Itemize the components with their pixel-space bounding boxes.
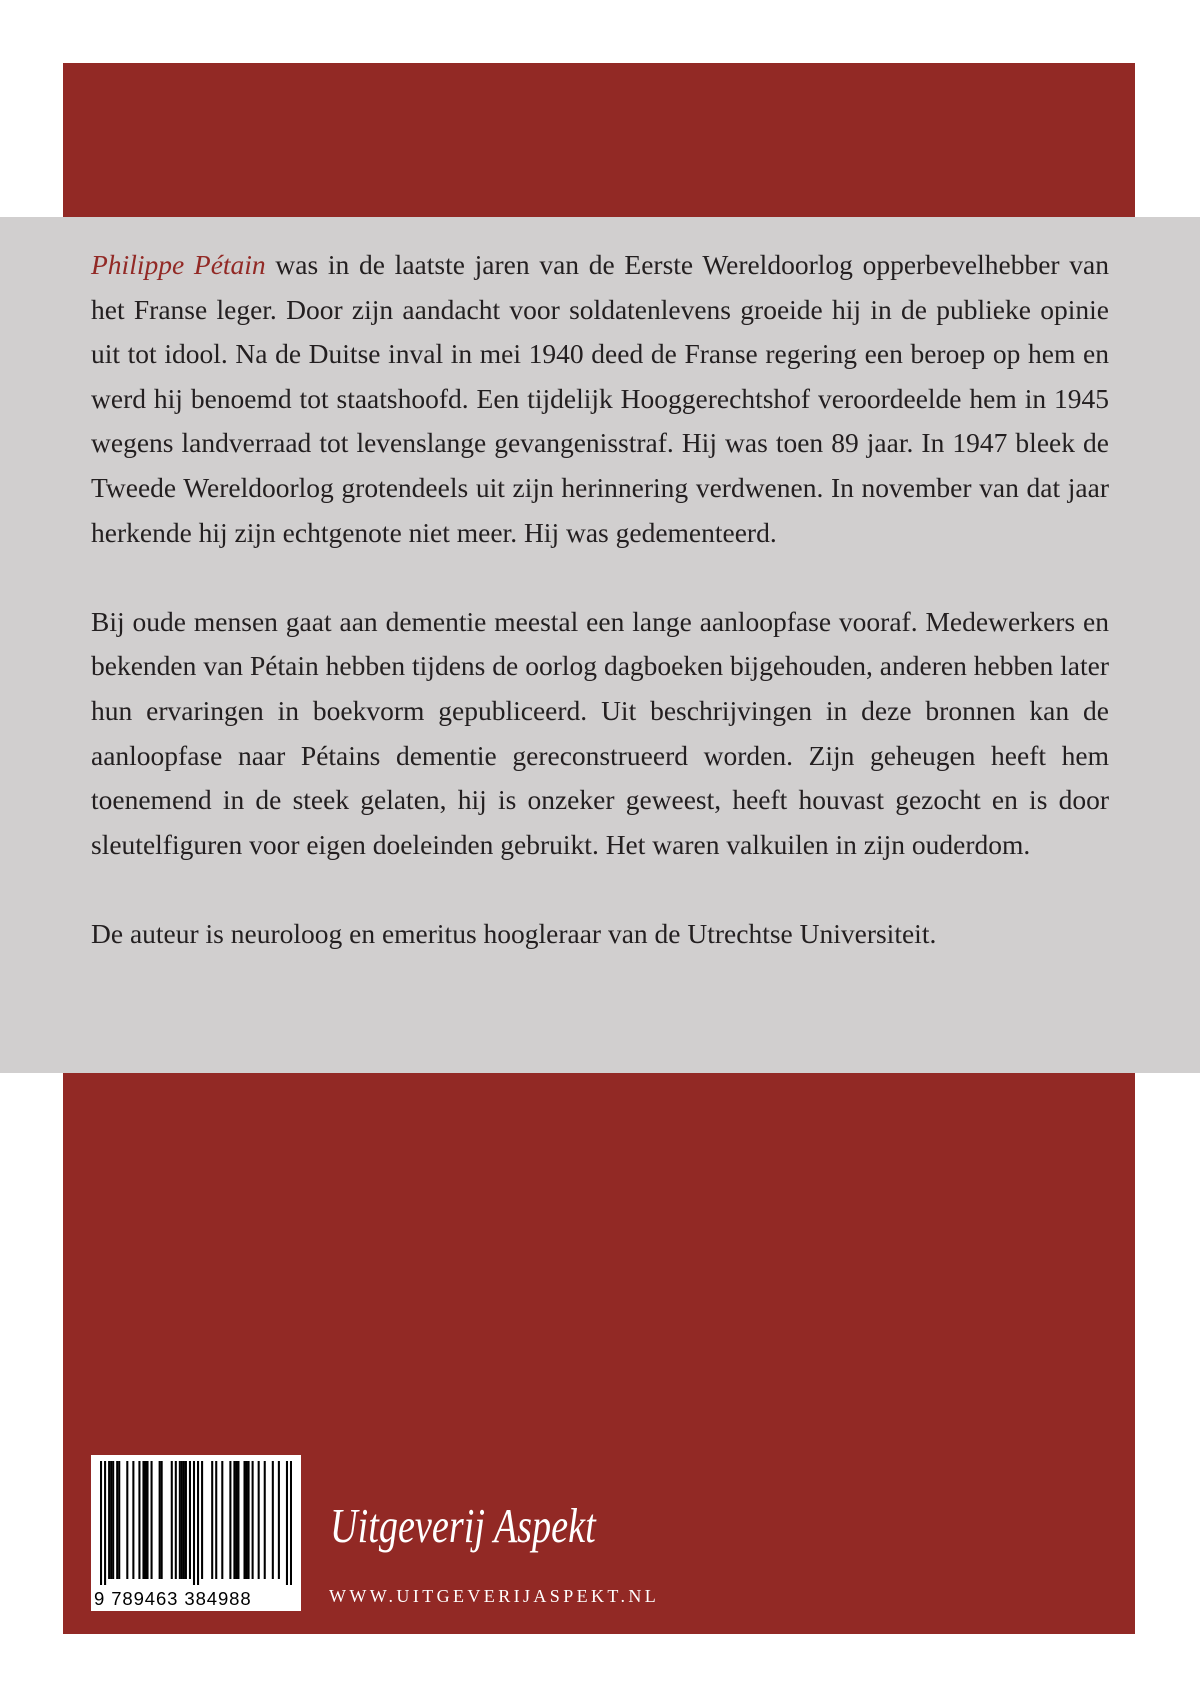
blurb-paragraph-1 bbox=[91, 243, 1109, 555]
barcode-bar bbox=[183, 1461, 185, 1579]
barcode-bar bbox=[146, 1461, 148, 1579]
barcode-bar bbox=[179, 1461, 181, 1579]
barcode-bar bbox=[132, 1461, 134, 1579]
barcode-bar bbox=[118, 1461, 120, 1579]
barcode-bar bbox=[193, 1461, 195, 1585]
barcode-bar bbox=[252, 1461, 254, 1579]
barcode-bar bbox=[108, 1461, 110, 1579]
barcode-bar bbox=[171, 1461, 173, 1579]
publisher-website: WWW.UITGEVERIJASPEKT.NL bbox=[329, 1586, 660, 1606]
barcode-bar bbox=[181, 1461, 183, 1579]
barcode-bar bbox=[264, 1461, 266, 1579]
barcode-bar bbox=[229, 1461, 231, 1579]
blurb-paragraph-1-text: was in de laatste jaren van de Eerste Wereldoorlog opperbevelhebber van het Franse leger. Door zijn aandacht voor soldatenlevens groeide hij in de publieke opinie uit tot idool. Na de Duitse inval in mei 1940 deed de Franse regering een beroep op hem en werd hij benoemd tot staatshoofd. Een tijdelijk Hooggerechtshof veroordeelde hem in 1945 wegens landverraad tot levenslange gevangenisstraf. Hij was toen 89 jaar. In 1947 bleek de Tweede Wereldoorlog grotendeels uit zijn herinnering verdwenen. In november van dat jaar herkende hij zijn echtgenote niet meer. Hij was gedementeerd. bbox=[91, 249, 1109, 548]
isbn-number: 9 789463 384988 bbox=[94, 1588, 252, 1609]
publisher-logo: Uitgeverij Aspekt bbox=[330, 1498, 596, 1553]
barcode-bar bbox=[286, 1461, 288, 1585]
barcode-bar bbox=[126, 1461, 128, 1579]
barcode-bar bbox=[116, 1461, 118, 1579]
barcode-bar bbox=[175, 1461, 177, 1579]
barcode-bar bbox=[144, 1461, 146, 1579]
barcode-bar bbox=[159, 1461, 161, 1579]
isbn-barcode bbox=[91, 1455, 301, 1611]
author-subject-name: Philippe Pétain bbox=[91, 249, 266, 280]
barcode-bar bbox=[151, 1461, 153, 1579]
author-note: De auteur is neuroloog en emeritus hoogleraar van de Utrechtse Universiteit. bbox=[91, 917, 937, 949]
barcode-bar bbox=[246, 1461, 248, 1579]
barcode-bar bbox=[189, 1461, 191, 1579]
barcode-bar bbox=[248, 1461, 250, 1579]
barcode-bar bbox=[197, 1461, 199, 1585]
barcode-bar bbox=[104, 1461, 106, 1585]
barcode-bar bbox=[142, 1461, 144, 1579]
barcode-bar bbox=[237, 1461, 239, 1579]
barcode-bar bbox=[201, 1461, 203, 1579]
barcode-bar bbox=[272, 1461, 274, 1579]
barcode-bar bbox=[112, 1461, 114, 1579]
barcode-bar bbox=[221, 1461, 223, 1579]
barcode-bar bbox=[290, 1461, 292, 1585]
blurb-panel bbox=[0, 217, 1200, 1073]
barcode-bar bbox=[110, 1461, 112, 1579]
barcode-bar bbox=[211, 1461, 213, 1579]
barcode-bars bbox=[100, 1461, 292, 1585]
barcode-bar bbox=[100, 1461, 102, 1585]
barcode-bar bbox=[243, 1461, 245, 1579]
barcode-bar bbox=[235, 1461, 237, 1579]
barcode-bar bbox=[161, 1461, 163, 1579]
barcode-bar bbox=[278, 1461, 280, 1579]
barcode-bar bbox=[185, 1461, 187, 1579]
barcode-bar bbox=[215, 1461, 217, 1579]
barcode-bar bbox=[258, 1461, 260, 1579]
barcode-bar bbox=[233, 1461, 235, 1579]
blurb-paragraph-2: Bij oude mensen gaat aan dementie meestal een lange aanloopfase vooraf. Medewerkers en bekenden van Pétain hebben tijdens de oorlog dagboeken bijgehouden, anderen hebben later hun ervaringen in boekvorm gepubliceerd. Uit beschrijvingen in deze bronnen kan de aanloopfase naar Pétains dementie gereconstrueerd worden. Zijn geheugen heeft hem toenemend in de steek gelaten, hij is onzeker geweest, heeft houvast gezocht en is door sleutelfiguren voor eigen doeleinden gebruikt. Het waren valkuilen in zijn ouderdom. bbox=[91, 605, 1109, 860]
barcode-bar bbox=[138, 1461, 140, 1579]
